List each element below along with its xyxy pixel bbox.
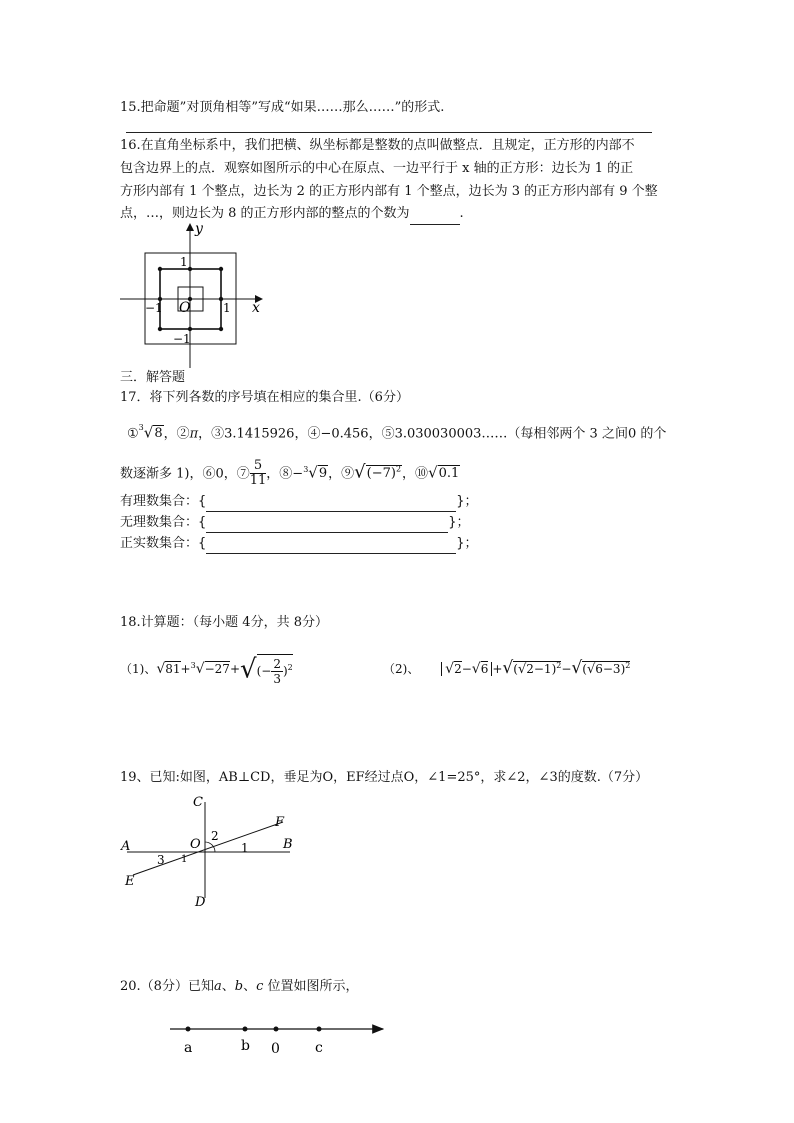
positive-real-set-close: }； (456, 536, 478, 551)
q15-text: 15.把命题”对顶角相等”写成“如果……那么……”的形式. (120, 100, 445, 115)
fraction-denominator: 11 (249, 473, 267, 489)
y-axis-label: y (195, 221, 203, 237)
radical-sign: √ (143, 423, 154, 442)
plus-sign: + (180, 662, 191, 676)
square-exponent-2: 2 (287, 662, 293, 672)
q20-prefix: 20.（8分）已知 (120, 979, 214, 994)
plus-sign-2: + (229, 662, 240, 676)
radical-27: √ (195, 661, 205, 677)
fraction-2-3-denominator: 3 (273, 671, 281, 686)
minus-3-paren: −3) (602, 662, 626, 676)
radicand-outer-1 (513, 661, 561, 676)
open-paren-2: ( (582, 662, 587, 676)
tick-label-bottom: −1 (173, 332, 191, 346)
radicand-fraction (257, 654, 293, 686)
number-line-label-zero: 0 (271, 1041, 280, 1057)
var-b: b (234, 979, 244, 994)
q19-figure (115, 790, 315, 915)
label-f: F (275, 815, 285, 830)
sep-2: 、 (243, 979, 257, 994)
radical-2: √ (445, 661, 455, 677)
q17-item-10-marker: ，⑩ (402, 466, 429, 482)
radical-outer-2: √ (571, 658, 583, 678)
radical-sign-9: √ (308, 463, 318, 482)
x-axis-label: x (252, 300, 260, 316)
close-paren: ) (282, 663, 288, 678)
radicand-neg7-sq (366, 465, 402, 481)
tick-label-right: 1 (223, 301, 231, 315)
positive-real-set-row (120, 534, 478, 554)
q18-part-1 (120, 646, 293, 686)
radical-inner-6: √ (586, 662, 596, 677)
irrational-set-row (120, 513, 470, 533)
neg-open-paren: (− (256, 663, 272, 678)
q19-text: 19、已知:如图，AB⊥CD，垂足为O，EF经过点O，∠1=25°，求∠2，∠3的度数.（7分） (120, 770, 649, 785)
q18-part-1-label: （1)、 (120, 662, 157, 676)
q18-part-2 (383, 646, 630, 686)
rational-set-blank (206, 497, 456, 512)
angle-1-vertical-label: 1 (181, 854, 188, 865)
q18-title: 18.计算题：（每小题 4分，共 8分） (120, 615, 328, 630)
q16-line-1: 16.在直角坐标系中，我们把横、纵坐标都是整数的点叫做整点．且规定，正方形的内部不 (120, 138, 635, 153)
plus-sign-p2: + (492, 662, 503, 676)
fraction-2-3 (271, 657, 283, 686)
minus-sign: − (461, 662, 472, 676)
radical-sign-01: √ (428, 463, 438, 482)
fraction-5-11 (250, 459, 267, 488)
q16-period: . (459, 206, 464, 221)
fraction-2-3-numerator: 2 (273, 656, 281, 671)
open-paren-1: ( (513, 662, 518, 676)
tick-label-top: 1 (180, 255, 188, 269)
radical-6: √ (471, 661, 481, 677)
point-zero (274, 1027, 279, 1032)
radicand-neg27: −27 (204, 662, 230, 676)
label-a: A (121, 839, 131, 854)
radical-inner-2: √ (517, 662, 527, 677)
square-exponent-p2a: 2 (556, 661, 562, 670)
radical-big: √ (240, 654, 257, 685)
var-a: a (213, 979, 222, 994)
irrational-set-blank (206, 518, 448, 533)
q20-text (120, 976, 359, 998)
minus-sign-2: − (561, 662, 572, 676)
q17-item-9-marker: ，⑨ (328, 466, 355, 482)
number-line-figure (165, 1015, 390, 1060)
radical-81: √ (156, 661, 166, 677)
radicand-9: 9 (318, 466, 328, 482)
angle-1-label: 1 (241, 841, 249, 855)
q17-items-6-7: 数逐渐多 1)，⑥0，⑦ (120, 466, 250, 482)
fraction-numerator: 5 (250, 459, 267, 474)
label-e: E (125, 874, 135, 889)
q16-square-figure (115, 220, 275, 370)
absolute-value (441, 662, 492, 676)
cube-root-index-9: 3 (303, 465, 309, 474)
minus-1-paren: −1) (533, 662, 557, 676)
radicand-6: 6 (480, 662, 489, 676)
number-line-label-a: a (184, 1040, 193, 1056)
irrational-set-close: }； (448, 515, 470, 530)
rational-set-close: }； (456, 494, 478, 509)
radicand-0-1: 0.1 (438, 466, 460, 482)
cube-root-index: 3 (138, 423, 144, 432)
q16-line-3: 方形内部有 1 个整点，边长为 2 的正方形内部有 1 个整点，边长为 3 的正方形内部有 9 个整 (120, 184, 658, 199)
radical-sign-7: √ (354, 461, 366, 483)
label-d: D (195, 895, 206, 910)
origin-label: O (179, 300, 191, 316)
q20-suffix: 位置如图所示， (263, 979, 359, 994)
rational-set-label: 有理数集合：{ (120, 494, 207, 509)
pi-symbol: π (189, 426, 199, 442)
radicand-outer-2 (582, 661, 630, 676)
var-c: c (256, 979, 264, 994)
right-angle-arc (205, 842, 215, 852)
line-ef (133, 822, 283, 875)
q17-items-3-5: ，③3.1415926，④−0.456，⑤3.030030003……（每相邻两个 3 之间0 的个 (198, 426, 667, 442)
radical-outer-1: √ (502, 658, 514, 678)
square-exponent-p2b: 2 (625, 661, 631, 670)
angle-2-label: 2 (211, 829, 219, 843)
radicand-inner-2: 2 (526, 662, 534, 676)
q18-part-2-label: （2)、 (383, 662, 420, 676)
q17-item-2-marker: ，② (163, 426, 190, 442)
angle-3-label: 3 (157, 853, 165, 867)
point-c (317, 1027, 322, 1032)
irrational-set-label: 无理数集合：{ (120, 515, 207, 530)
positive-real-set-blank (206, 539, 456, 554)
sep-1: 、 (221, 979, 235, 994)
point-b (243, 1027, 248, 1032)
point-a (186, 1027, 191, 1032)
q17-item-1-marker: ① (127, 426, 139, 442)
positive-real-set-label: 正实数集合：{ (120, 536, 207, 551)
square-exponent: 2 (395, 465, 402, 474)
radicand-inner-6: 6 (595, 662, 603, 676)
q17-title: 17．将下列各数的序号填在相应的集合里.（6分） (120, 390, 409, 405)
number-line-label-b: b (241, 1038, 250, 1054)
q17-item-8-marker: ，⑧− (266, 466, 304, 482)
neg7-base: (−7) (366, 466, 396, 482)
label-b: B (283, 837, 293, 852)
q16-line-4-text: 点，…，则边长为 8 的正方形内部的整点的个数为 (120, 206, 410, 221)
rational-set-row (120, 492, 478, 512)
radicand-81: 81 (165, 662, 181, 676)
q17-numbers-line-1 (127, 418, 666, 442)
q16-line-2: 包含边界上的点．观察如图所示的中心在原点、一边平行于 x 轴的正方形：边长为 1 的正 (120, 161, 634, 176)
label-c: C (193, 795, 203, 810)
q15-answer-line (126, 132, 652, 133)
number-line-label-c: c (315, 1040, 323, 1056)
label-o: O (190, 837, 201, 852)
q17-numbers-line-2 (120, 453, 460, 487)
cube-root-index-27: 3 (190, 661, 196, 670)
q16-answer-blank (410, 210, 460, 225)
radicand-8: 8 (154, 426, 163, 442)
tick-label-left: −1 (145, 301, 163, 315)
section-3-heading: 三．解答题 (120, 370, 186, 385)
radicand-2: 2 (454, 662, 462, 676)
